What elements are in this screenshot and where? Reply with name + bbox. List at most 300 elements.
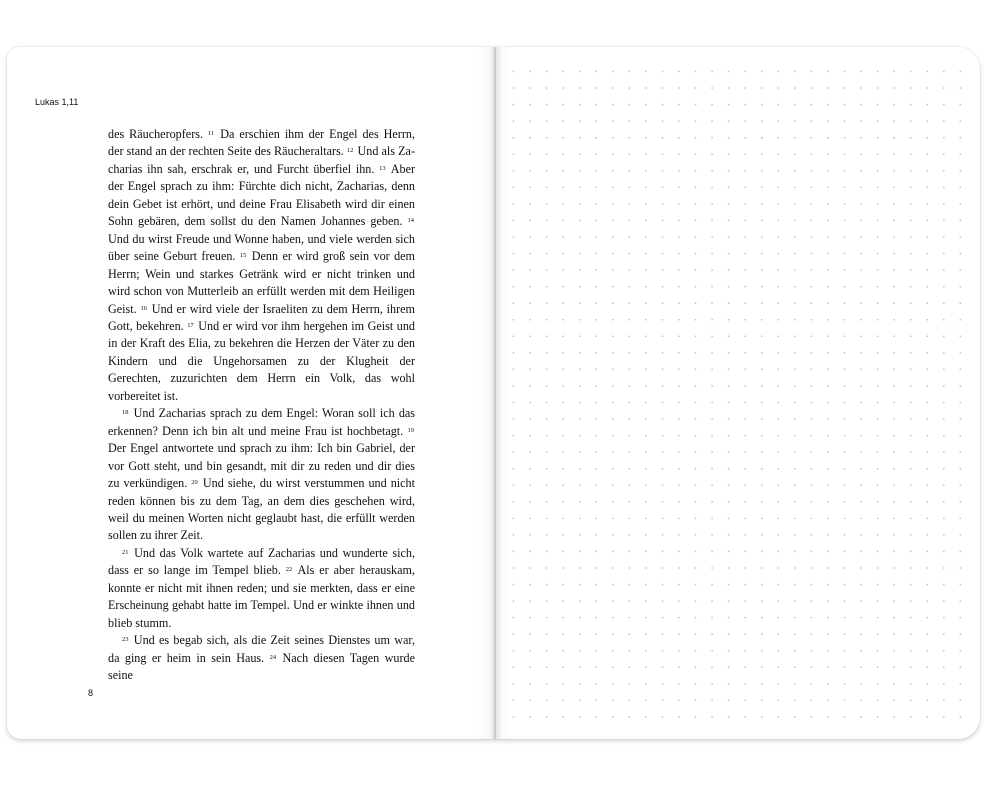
grid-dot [562, 352, 564, 354]
grid-dot [827, 352, 829, 354]
grid-dot [595, 451, 597, 453]
grid-dot [529, 186, 531, 188]
grid-dot [926, 633, 928, 635]
grid-dot [827, 253, 829, 255]
grid-dot [959, 567, 961, 569]
grid-dot [612, 352, 614, 354]
grid-dot [827, 120, 829, 122]
grid-dot [645, 302, 647, 304]
grid-dot [893, 617, 895, 619]
grid-dot [612, 120, 614, 122]
grid-dot [529, 369, 531, 371]
grid-dot [678, 71, 680, 73]
grid-dot [893, 567, 895, 569]
grid-dot [910, 650, 912, 652]
grid-dot [529, 170, 531, 172]
grid-dot [811, 120, 813, 122]
verse-number: 17 [187, 321, 194, 329]
grid-dot [844, 650, 846, 652]
grid-dot [612, 286, 614, 288]
grid-dot [695, 617, 697, 619]
grid-dot [513, 319, 515, 321]
grid-dot [794, 319, 796, 321]
grid-dot [777, 666, 779, 668]
grid-dot [893, 253, 895, 255]
grid-dot [959, 87, 961, 89]
grid-dot [811, 153, 813, 155]
grid-dot [645, 484, 647, 486]
grid-dot [695, 87, 697, 89]
grid-dot [959, 385, 961, 387]
grid-dot [877, 551, 879, 553]
grid-dot [628, 302, 630, 304]
grid-dot [893, 236, 895, 238]
grid-dot [877, 650, 879, 652]
grid-dot [562, 269, 564, 271]
grid-dot [662, 220, 664, 222]
grid-dot [794, 286, 796, 288]
paragraph [108, 632, 415, 684]
grid-dot [579, 319, 581, 321]
grid-dot [926, 236, 928, 238]
grid-dot [662, 633, 664, 635]
grid-dot [562, 600, 564, 602]
grid-dot [562, 435, 564, 437]
grid-dot [827, 104, 829, 106]
grid-dot [877, 170, 879, 172]
grid-dot [513, 600, 515, 602]
grid-dot [546, 517, 548, 519]
grid-dot [546, 468, 548, 470]
verse-number: 18 [122, 409, 129, 417]
grid-dot [513, 584, 515, 586]
grid-dot [529, 484, 531, 486]
grid-dot [628, 584, 630, 586]
grid-dot [761, 153, 763, 155]
grid-dot [513, 104, 515, 106]
grid-dot [860, 236, 862, 238]
grid-dot [877, 716, 879, 718]
grid-dot [579, 716, 581, 718]
grid-dot [860, 484, 862, 486]
grid-dot [595, 170, 597, 172]
grid-dot [926, 517, 928, 519]
grid-dot [695, 484, 697, 486]
grid-dot [926, 385, 928, 387]
grid-dot [628, 683, 630, 685]
grid-dot [811, 253, 813, 255]
grid-dot [794, 369, 796, 371]
grid-dot [794, 501, 796, 503]
grid-dot [728, 335, 730, 337]
grid-dot [844, 286, 846, 288]
grid-dot [513, 203, 515, 205]
grid-dot [695, 253, 697, 255]
grid-dot [893, 170, 895, 172]
grid-dot [844, 402, 846, 404]
grid-dot [645, 551, 647, 553]
grid-dot [595, 236, 597, 238]
grid-dot [662, 319, 664, 321]
grid-dot [728, 484, 730, 486]
grid-dot [761, 468, 763, 470]
page-number: 8 [88, 688, 94, 698]
grid-dot [645, 451, 647, 453]
grid-dot [662, 650, 664, 652]
grid-dot [744, 286, 746, 288]
grid-dot [844, 186, 846, 188]
grid-dot [877, 104, 879, 106]
grid-dot [662, 402, 664, 404]
grid-dot [645, 435, 647, 437]
grid-dot [513, 517, 515, 519]
grid-dot [562, 534, 564, 536]
grid-dot [777, 551, 779, 553]
grid-dot [827, 220, 829, 222]
grid-dot [943, 517, 945, 519]
verse-number: 22 [285, 566, 293, 574]
grid-dot [562, 484, 564, 486]
grid-dot [910, 385, 912, 387]
grid-dot [612, 700, 614, 702]
grid-dot [513, 385, 515, 387]
grid-dot [926, 435, 928, 437]
grid-dot [777, 517, 779, 519]
grid-dot [910, 435, 912, 437]
grid-dot [612, 203, 614, 205]
grid-dot [612, 402, 614, 404]
grid-dot [761, 484, 763, 486]
grid-dot [529, 435, 531, 437]
grid-dot [744, 534, 746, 536]
left-page [7, 47, 494, 739]
grid-dot [844, 451, 846, 453]
grid-dot [811, 716, 813, 718]
grid-dot [893, 269, 895, 271]
grid-dot [811, 418, 813, 420]
grid-dot [628, 87, 630, 89]
grid-dot [628, 71, 630, 73]
grid-dot [893, 220, 895, 222]
grid-dot [662, 451, 664, 453]
grid-dot [893, 700, 895, 702]
grid-dot [628, 468, 630, 470]
grid-dot [612, 617, 614, 619]
grid-dot [777, 385, 779, 387]
grid-dot [546, 203, 548, 205]
grid-dot [711, 319, 713, 321]
grid-dot [910, 551, 912, 553]
grid-dot [910, 87, 912, 89]
grid-dot [893, 418, 895, 420]
grid-dot [662, 87, 664, 89]
grid-dot [628, 435, 630, 437]
grid-dot [893, 352, 895, 354]
grid-dot [628, 716, 630, 718]
grid-dot [893, 104, 895, 106]
grid-dot [728, 567, 730, 569]
grid-dot [794, 120, 796, 122]
grid-dot [579, 286, 581, 288]
grid-dot [844, 352, 846, 354]
grid-dot [744, 253, 746, 255]
grid-dot [860, 683, 862, 685]
grid-dot [811, 567, 813, 569]
grid-dot [844, 153, 846, 155]
grid-dot [678, 104, 680, 106]
grid-dot [612, 468, 614, 470]
grid-dot [926, 650, 928, 652]
grid-dot [744, 220, 746, 222]
grid-dot [777, 335, 779, 337]
grid-dot [546, 617, 548, 619]
grid-dot [860, 700, 862, 702]
grid-dot [910, 600, 912, 602]
grid-dot [728, 137, 730, 139]
grid-dot [711, 236, 713, 238]
grid-dot [943, 253, 945, 255]
grid-dot [711, 71, 713, 73]
grid-dot [695, 418, 697, 420]
grid-dot [777, 617, 779, 619]
grid-dot [678, 170, 680, 172]
paragraph [108, 126, 415, 405]
grid-dot [910, 468, 912, 470]
grid-dot [943, 335, 945, 337]
grid-dot [860, 418, 862, 420]
grid-dot [562, 170, 564, 172]
grid-dot [794, 302, 796, 304]
verse-number: 20 [191, 479, 198, 487]
grid-dot [628, 170, 630, 172]
grid-dot [695, 700, 697, 702]
grid-dot [926, 71, 928, 73]
grid-dot [595, 402, 597, 404]
grid-dot [860, 584, 862, 586]
grid-dot [794, 700, 796, 702]
grid-dot [943, 369, 945, 371]
grid-dot [678, 253, 680, 255]
grid-dot [662, 269, 664, 271]
grid-dot [695, 551, 697, 553]
grid-dot [827, 269, 829, 271]
grid-dot [628, 137, 630, 139]
grid-dot [844, 716, 846, 718]
grid-dot [877, 71, 879, 73]
grid-dot [529, 153, 531, 155]
grid-dot [728, 236, 730, 238]
verse-text: Und siehe, du wirst verstummen und nicht reden können bis zu dem Tag, an dem dies geschehen wird, weil du meinen Worten nicht geglaubt hast, die erfüllt werden sollen zu ihrer Zeit. [108, 476, 416, 543]
grid-dot [761, 120, 763, 122]
grid-dot [844, 484, 846, 486]
grid-dot [645, 402, 647, 404]
grid-dot [628, 501, 630, 503]
grid-dot [678, 584, 680, 586]
grid-dot [529, 584, 531, 586]
right-page-dot-grid [494, 47, 980, 739]
grid-dot [595, 71, 597, 73]
grid-dot [546, 666, 548, 668]
grid-dot [794, 335, 796, 337]
grid-dot [926, 137, 928, 139]
grid-dot [612, 302, 614, 304]
grid-dot [959, 501, 961, 503]
grid-dot [744, 402, 746, 404]
grid-dot [761, 186, 763, 188]
grid-dot [943, 220, 945, 222]
grid-dot [562, 468, 564, 470]
grid-dot [678, 418, 680, 420]
verse-text: Und das Volk wartete auf Zacharias und wunderte sich, dass er so lange im Tempel blieb. [108, 545, 415, 578]
grid-dot [711, 137, 713, 139]
grid-dot [761, 71, 763, 73]
grid-dot [761, 236, 763, 238]
grid-dot [529, 104, 531, 106]
grid-dot [695, 402, 697, 404]
grid-dot [777, 120, 779, 122]
grid-dot [579, 666, 581, 668]
grid-dot [827, 385, 829, 387]
grid-dot [595, 666, 597, 668]
grid-dot [761, 220, 763, 222]
grid-dot [645, 683, 647, 685]
grid-dot [777, 236, 779, 238]
grid-dot [662, 369, 664, 371]
grid-dot [628, 203, 630, 205]
verse-number: 15 [239, 252, 247, 260]
grid-dot [513, 650, 515, 652]
grid-dot [893, 633, 895, 635]
grid-dot [959, 319, 961, 321]
grid-dot [546, 451, 548, 453]
grid-dot [595, 567, 597, 569]
grid-dot [711, 468, 713, 470]
grid-dot [844, 369, 846, 371]
grid-dot [926, 551, 928, 553]
grid-dot [943, 435, 945, 437]
grid-dot [662, 203, 664, 205]
grid-dot [827, 600, 829, 602]
grid-dot [695, 716, 697, 718]
grid-dot [844, 666, 846, 668]
grid-dot [595, 153, 597, 155]
grid-dot [513, 468, 515, 470]
grid-dot [628, 617, 630, 619]
grid-dot [662, 484, 664, 486]
grid-dot [579, 633, 581, 635]
grid-dot [744, 104, 746, 106]
grid-dot [628, 186, 630, 188]
grid-dot [777, 584, 779, 586]
grid-dot [844, 683, 846, 685]
grid-dot [844, 236, 846, 238]
grid-dot [943, 468, 945, 470]
grid-dot [827, 153, 829, 155]
grid-dot [513, 617, 515, 619]
grid-dot [595, 385, 597, 387]
grid-dot [562, 302, 564, 304]
grid-dot [546, 584, 548, 586]
grid-dot [529, 551, 531, 553]
grid-dot [844, 617, 846, 619]
grid-dot [678, 369, 680, 371]
grid-dot [546, 286, 548, 288]
grid-dot [744, 170, 746, 172]
grid-dot [678, 617, 680, 619]
grid-dot [678, 633, 680, 635]
grid-dot [926, 186, 928, 188]
grid-dot [910, 484, 912, 486]
grid-dot [761, 517, 763, 519]
grid-dot [695, 600, 697, 602]
grid-dot [529, 120, 531, 122]
grid-dot [612, 567, 614, 569]
grid-dot [695, 451, 697, 453]
grid-dot [844, 71, 846, 73]
grid-dot [711, 203, 713, 205]
grid-dot [777, 402, 779, 404]
grid-dot [579, 385, 581, 387]
grid-dot [959, 120, 961, 122]
grid-dot [529, 385, 531, 387]
grid-dot [943, 633, 945, 635]
grid-dot [513, 369, 515, 371]
grid-dot [893, 203, 895, 205]
grid-dot [711, 551, 713, 553]
grid-dot [844, 418, 846, 420]
grid-dot [926, 120, 928, 122]
grid-dot [827, 666, 829, 668]
grid-dot [662, 253, 664, 255]
grid-dot [910, 220, 912, 222]
grid-dot [877, 335, 879, 337]
grid-dot [794, 186, 796, 188]
grid-dot [827, 700, 829, 702]
grid-dot [827, 517, 829, 519]
grid-dot [794, 153, 796, 155]
grid-dot [910, 617, 912, 619]
grid-dot [662, 335, 664, 337]
grid-dot [827, 369, 829, 371]
grid-dot [893, 484, 895, 486]
grid-dot [728, 716, 730, 718]
grid-dot [711, 584, 713, 586]
grid-dot [695, 650, 697, 652]
grid-dot [744, 567, 746, 569]
grid-dot [959, 633, 961, 635]
grid-dot [893, 186, 895, 188]
grid-dot [744, 451, 746, 453]
grid-dot [546, 501, 548, 503]
grid-dot [794, 716, 796, 718]
grid-dot [893, 451, 895, 453]
grid-dot [562, 236, 564, 238]
grid-dot [761, 418, 763, 420]
grid-dot [695, 468, 697, 470]
grid-dot [777, 186, 779, 188]
grid-dot [529, 302, 531, 304]
grid-dot [926, 253, 928, 255]
grid-dot [595, 534, 597, 536]
grid-dot [562, 584, 564, 586]
grid-dot [728, 319, 730, 321]
grid-dot [860, 153, 862, 155]
grid-dot [893, 286, 895, 288]
grid-dot [744, 617, 746, 619]
grid-dot [827, 203, 829, 205]
grid-dot [529, 617, 531, 619]
grid-dot [562, 120, 564, 122]
